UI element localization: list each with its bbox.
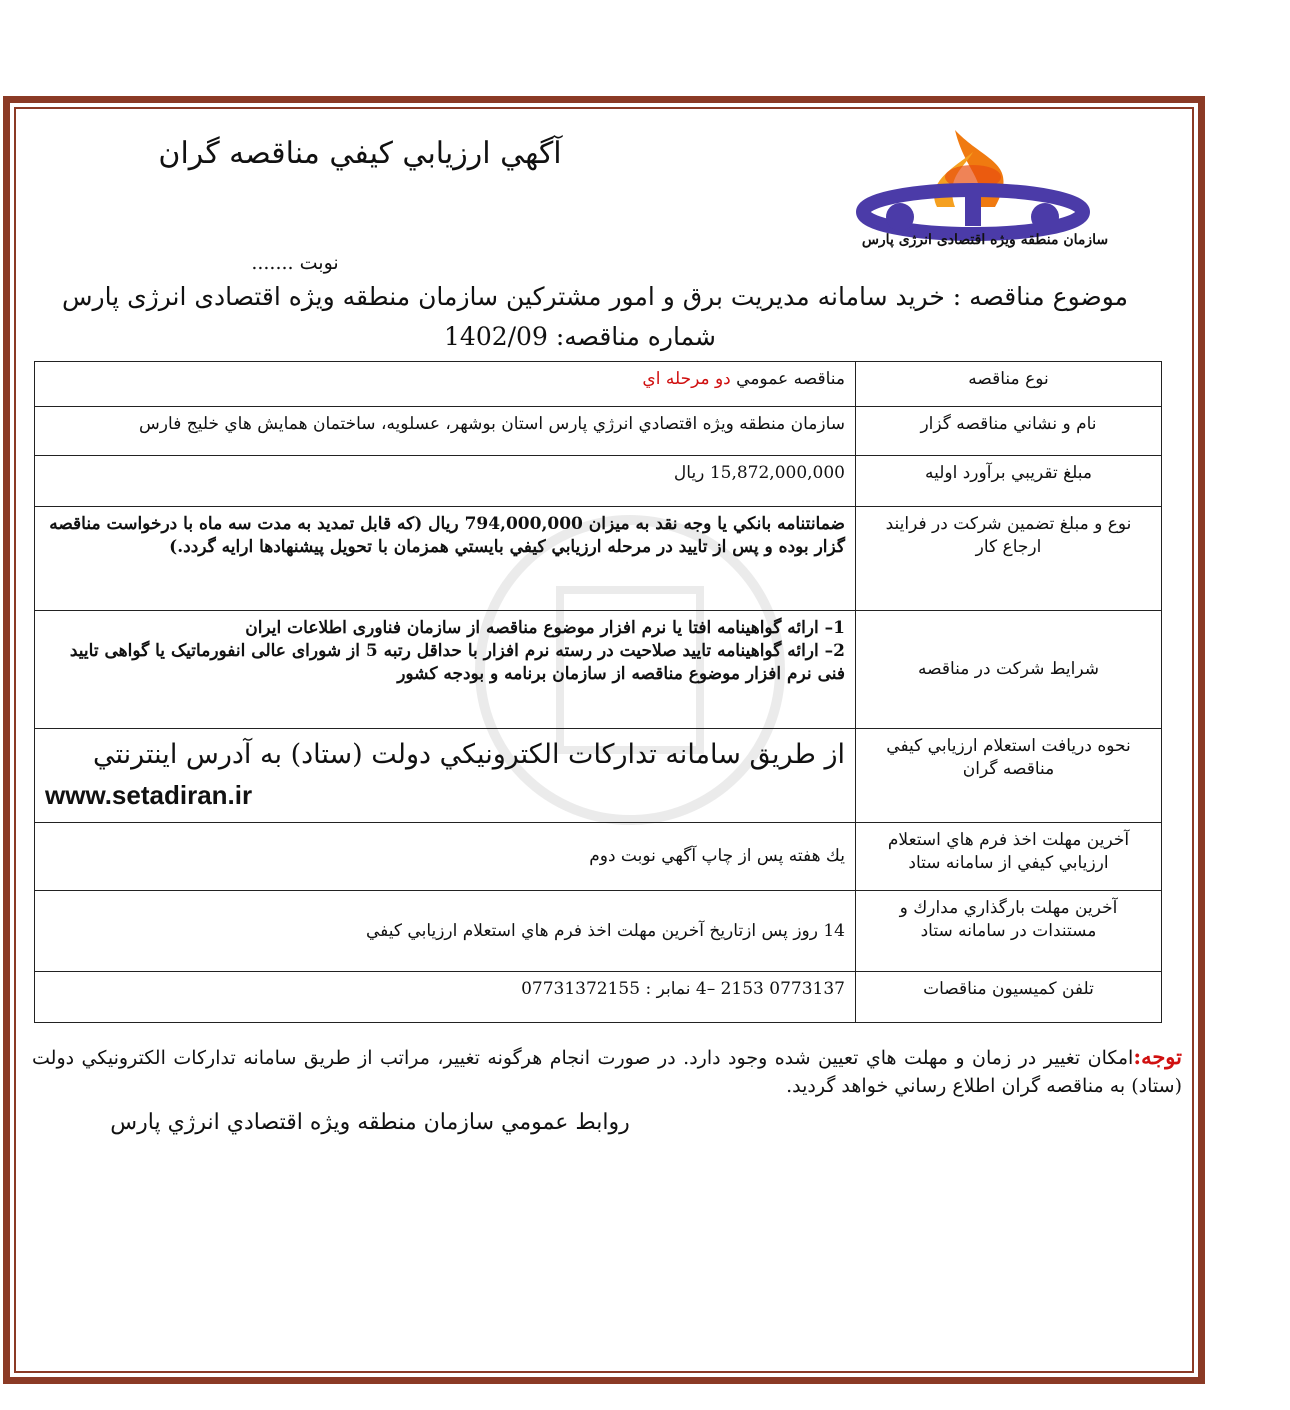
signature-line: روابط عمومي سازمان منطقه ويژه اقتصادي انرژي پارس <box>110 1110 630 1135</box>
row-label: آخرين مهلت اخذ فرم هاي استعلام ارزيابي كيفي از سامانه ستاد <box>856 823 1162 891</box>
row-value: 15,872,000,000 ريال <box>35 456 856 507</box>
table-row <box>35 823 1162 891</box>
method-text: از طريق سامانه تداركات الكترونيكي دولت (ستاد) به آدرس اينترنتي <box>92 739 845 770</box>
row-label: نوع مناقصه <box>856 362 1162 407</box>
logo-org-name: سازمان منطقه ويژه اقتصادی انرژی پارس <box>861 232 1109 248</box>
condition-item: 2– ارائه گواهینامه تایید صلاحیت در رسته نرم افزار با حداقل رتبه 5 از شورای عالی انفورماتیک یا گواهی تایید فنی نرم افزار موضوع مناقصه از سازمان برنامه و بودجه كشور <box>69 640 845 684</box>
notice-paragraph <box>32 1042 1182 1100</box>
notice-text: امكان تغيير در زمان و مهلت هاي تعيين شده وجود دارد. در صورت انجام هرگونه تغيير، مراتب از طريق سامانه تداركات الكترونيكي دولت (ستاد) به مناقصه گران اطلاع رساني خواهد گرديد. <box>32 1047 1182 1097</box>
table-row <box>35 362 1162 407</box>
table-row <box>35 972 1162 1023</box>
setad-link[interactable]: www.setadiran.ir <box>45 780 253 811</box>
row-label: تلفن كميسيون مناقصات <box>856 972 1162 1023</box>
row-label: شرايط شركت در مناقصه <box>856 611 1162 729</box>
table-row <box>35 891 1162 972</box>
row-value: ضمانتنامه بانكي يا وجه نقد به ميزان 794,000,000 ريال (كه قابل تمديد به مدت سه ماه با درخواست مناقصه گزار بوده و پس از تاييد در مرحله ارزيابي كيفي بايستي همزمان با تحويل پيشنهادها ارايه گردد.) <box>35 507 856 611</box>
row-label: آخرين مهلت بارگذاري مدارك و مستندات در سامانه ستاد <box>856 891 1162 972</box>
notice-label: توجه: <box>1133 1044 1182 1069</box>
tender-info-table <box>34 361 1162 1023</box>
page-title: آگهي ارزيابي كيفي مناقصه گران <box>158 136 562 171</box>
row-label: مبلغ تقريبي برآورد اوليه <box>856 456 1162 507</box>
row-value: سازمان منطقه ويژه اقتصادي انرژي پارس استان بوشهر، عسلويه، ساختمان همايش هاي خليج فارس <box>35 407 856 456</box>
row-value: 0773137 2153 –4 نمابر : 07731372155 <box>35 972 856 1023</box>
table-row <box>35 407 1162 456</box>
row-value <box>35 611 856 729</box>
row-value: 14 روز پس ازتاريخ آخرين مهلت اخذ فرم هاي استعلام ارزيابي كيفي <box>35 891 856 972</box>
table-row <box>35 729 1162 823</box>
tender-number: شماره مناقصه: 1402/09 <box>444 322 716 351</box>
row-value: يك هفته پس از چاپ آگهي نوبت دوم <box>35 823 856 891</box>
row-value <box>35 362 856 407</box>
type-highlight: دو مرحله اي <box>642 369 731 389</box>
tender-subject: موضوع مناقصه : خريد سامانه مديريت برق و امور مشتركين سازمان منطقه ويژه اقتصادی انرژی پارس <box>61 282 1129 311</box>
row-label: نام و نشاني مناقصه گزار <box>856 407 1162 456</box>
round-label: نوبت ....... <box>251 252 339 274</box>
table-row <box>35 507 1162 611</box>
table-row <box>35 611 1162 729</box>
row-label: نوع و مبلغ تضمين شركت در فرايند ارجاع كار <box>856 507 1162 611</box>
row-label: نحوه دريافت استعلام ارزيابي كيفي مناقصه گران <box>856 729 1162 823</box>
row-value <box>35 729 856 823</box>
table-row <box>35 456 1162 507</box>
condition-item: 1– ارائه گواهینامه افتا یا نرم افزار موضوع مناقصه از سازمان فناوری اطلاعات ایران <box>245 618 845 638</box>
type-prefix: مناقصه عمومي <box>730 369 845 389</box>
